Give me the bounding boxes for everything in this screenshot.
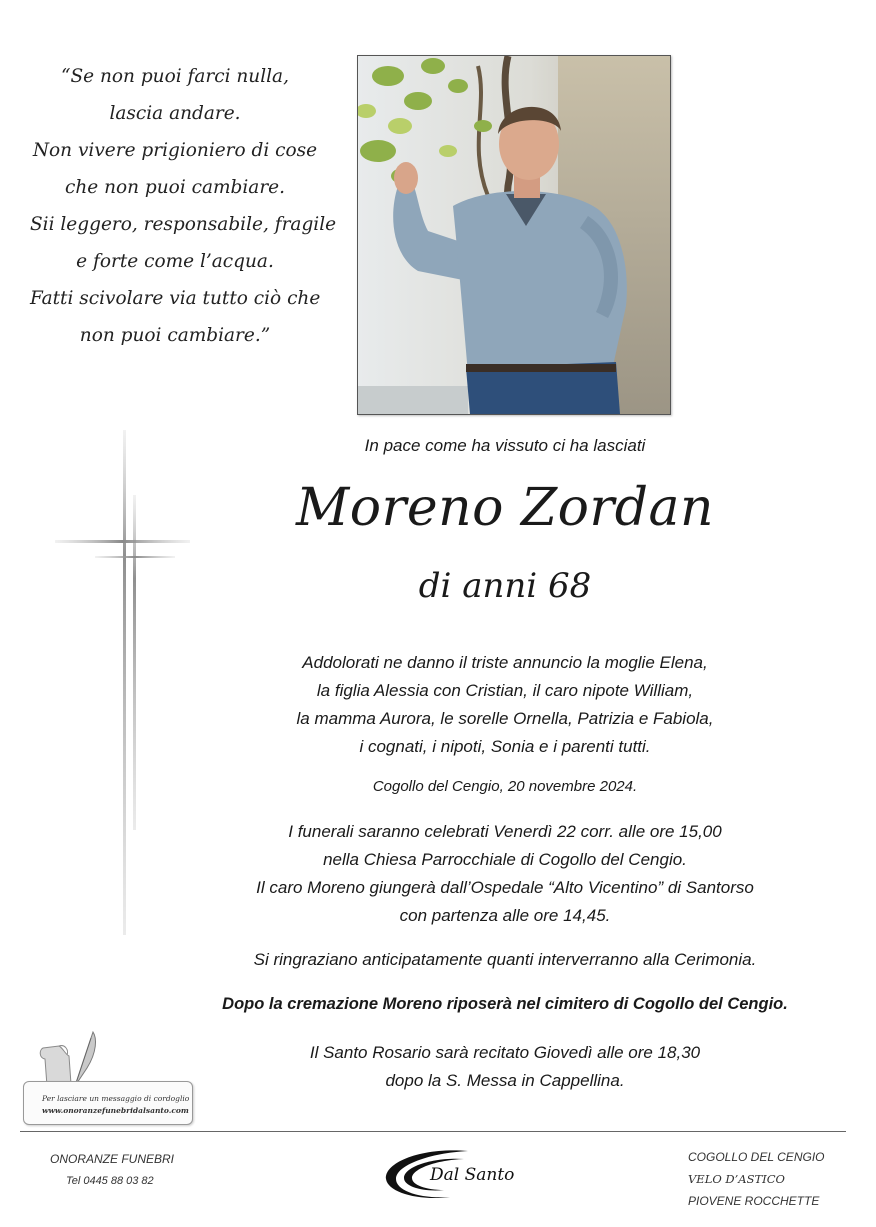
portrait-illustration — [358, 56, 670, 414]
footer-phone: Tel 0445 88 03 82 — [66, 1175, 154, 1187]
condolence-text: Per lasciare un messaggio di cordoglio — [42, 1094, 190, 1103]
deceased-name: Moreno Zordan — [295, 478, 715, 538]
funeral-details — [205, 818, 805, 930]
quote-line: Non vivere prigioniero di cose — [32, 140, 318, 161]
portrait-photo — [357, 55, 671, 415]
lead-text: In pace come ha vissuto ci ha lasciati — [364, 436, 646, 455]
condolence-link[interactable] — [23, 1028, 195, 1128]
quote-block — [30, 58, 337, 354]
thanks-text: Si ringraziano anticipatamente quanti interverranno alla Cerimonia. — [253, 950, 757, 969]
family-line: i cognati, i nipoti, Sonia e i parenti tutti. — [359, 737, 651, 756]
logo-text: Dal Santo — [430, 1165, 515, 1185]
quote-line: Sii leggero, responsabile, fragile — [30, 214, 337, 235]
quote-line: e forte come l’acqua. — [76, 251, 274, 272]
footer-contact — [50, 1148, 174, 1192]
family-announcement — [205, 649, 805, 761]
quote-line: lascia andare. — [109, 103, 241, 124]
funeral-line: Il caro Moreno giungerà dall’Ospedale “Alto Vicentino” di Santorso — [256, 878, 754, 897]
family-line: Addolorati ne danno il triste annuncio la moglie Elena, — [302, 653, 708, 672]
rosary-line: dopo la S. Messa in Cappellina. — [385, 1071, 625, 1090]
burial-text: Dopo la cremazione Moreno riposerà nel cimitero di Cogollo del Cengio. — [222, 995, 788, 1013]
cross-icon — [55, 430, 195, 935]
rosary-line: Il Santo Rosario sarà recitato Giovedì alle ore 18,30 — [309, 1043, 701, 1062]
quote-line: non puoi cambiare.” — [79, 325, 271, 346]
quote-line: che non puoi cambiare. — [64, 177, 286, 198]
funeral-line: I funerali saranno celebrati Venerdì 22 corr. alle ore 15,00 — [288, 822, 722, 841]
footer-location: VELO D’ASTICO — [688, 1172, 785, 1186]
footer-location: PIOVENE ROCCHETTE — [688, 1194, 820, 1208]
footer-locations — [688, 1146, 824, 1212]
condolence-url[interactable]: www.onoranzefunebridalsanto.com — [42, 1106, 189, 1115]
quote-line: Fatti scivolare via tutto ciò che — [30, 288, 321, 309]
dal-santo-logo — [380, 1145, 530, 1205]
place-date: Cogollo del Cengio, 20 novembre 2024. — [372, 778, 638, 795]
footer-location: COGOLLO DEL CENGIO — [688, 1150, 825, 1164]
footer-divider — [20, 1131, 846, 1132]
funeral-line: nella Chiesa Parrocchiale di Cogollo del Cengio. — [323, 850, 687, 869]
deceased-age: di anni 68 — [418, 566, 592, 606]
footer-company: ONORANZE FUNEBRI — [50, 1152, 175, 1166]
family-line: la mamma Aurora, le sorelle Ornella, Patrizia e Fabiola, — [296, 709, 714, 728]
rosary-details — [205, 1039, 805, 1095]
family-line: la figlia Alessia con Cristian, il caro nipote William, — [316, 681, 694, 700]
condolence-box[interactable] — [23, 1081, 193, 1125]
funeral-line: con partenza alle ore 14,45. — [399, 906, 611, 925]
quote-line: “Se non puoi farci nulla, — [61, 66, 289, 87]
